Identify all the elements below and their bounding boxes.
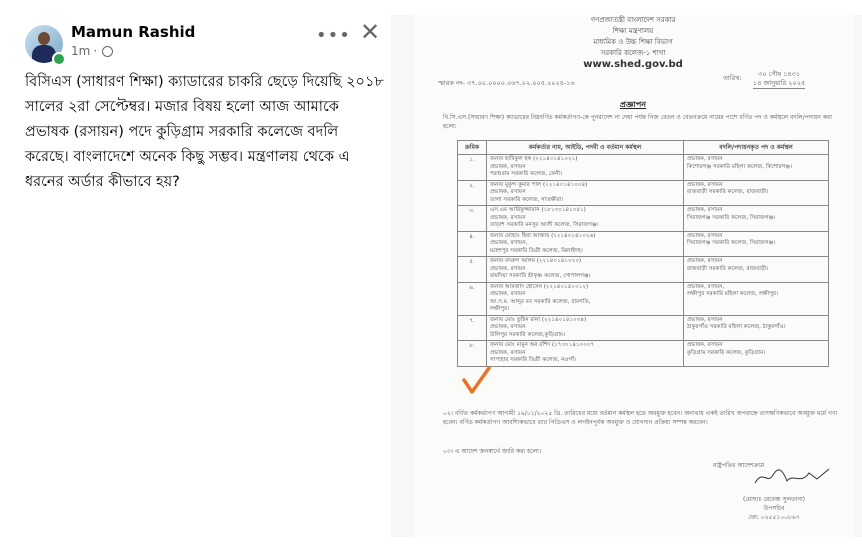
globe-icon bbox=[102, 46, 113, 57]
signer-block bbox=[743, 495, 805, 522]
current-posting bbox=[487, 180, 684, 206]
table-row bbox=[458, 180, 829, 206]
header-line: মাধ্যমিক ও উচ্চ শিক্ষা বিভাগ bbox=[593, 38, 673, 46]
table-row bbox=[458, 341, 829, 367]
new-line: প্রভাষক, রসায়ন bbox=[687, 232, 723, 239]
date-box bbox=[753, 70, 805, 89]
current-line: রামদিয়া সরকারি শ্রীকৃষ্ণ কলেজ, গোপালগঞ্জ। bbox=[490, 273, 591, 279]
current-posting bbox=[487, 206, 684, 232]
new-line: লক্ষীপুর সরকারি মহিলা কলেজ, লক্ষীপুর। bbox=[687, 291, 778, 297]
date-bn: ৩০ পৌষ ১৪৩১ bbox=[758, 70, 801, 78]
current-posting bbox=[487, 257, 684, 283]
current-line: প্রভাষক, রসায়ন bbox=[490, 265, 526, 272]
post-meta bbox=[71, 44, 113, 58]
current-line: জনাব মোঃ মামুন অর রশিদ (১৭৩০১৪১০০০৭ bbox=[490, 342, 595, 348]
current-line: প্রভাষক, রসায়ন bbox=[490, 189, 526, 195]
current-line: জনাব ছাবিকুল হক (২২১৪০১৪১০২১) bbox=[490, 156, 578, 162]
signature-scribble bbox=[753, 465, 833, 489]
document-header bbox=[413, 15, 853, 70]
sign-order: রাষ্ট্রপতির আদেশক্রমে bbox=[713, 462, 765, 469]
current-line: তাড়াশ সরকারি মনসুর আলী কলেজ, সিরাজগঞ্জ। bbox=[490, 222, 599, 228]
date-label: তারিখ: bbox=[723, 74, 742, 82]
column-header: কর্মকর্তার নাম, আইডি, পদবী ও বর্তমান কর্মস্থল bbox=[487, 141, 684, 155]
table-header-row bbox=[458, 141, 829, 155]
current-line: আ.স.ম. আব্দুর রব সরকারি কলেজ, রামগতি, bbox=[490, 298, 591, 305]
row-serial: ৫. bbox=[458, 257, 487, 283]
website: www.shed.gov.bd bbox=[583, 59, 683, 70]
table-row bbox=[458, 206, 829, 232]
signer-title: উপসচিব bbox=[763, 505, 785, 512]
more-options-button[interactable]: ••• bbox=[316, 25, 351, 46]
checkmark-icon bbox=[461, 365, 491, 395]
post-time[interactable]: 1m bbox=[71, 44, 91, 58]
current-line: এস.এম আরিফুজ্জামান (১৮১৩০১৪১০৫১) bbox=[490, 207, 586, 213]
new-posting bbox=[684, 257, 829, 283]
row-serial: ৭. bbox=[458, 315, 487, 341]
new-posting bbox=[684, 206, 829, 232]
signer-name: (মোছাঃ রেবেকা সুলতানা) bbox=[743, 496, 805, 503]
current-line: জনাব মুকুন্দ কুমার পাল (২২১৪০১৪১০০৪) bbox=[490, 181, 588, 188]
table-row bbox=[458, 231, 829, 257]
current-posting bbox=[487, 231, 684, 257]
new-line: ঠাকুরগাঁও সরকারি মহিলা কলেজ, ঠাকুরগাঁও। bbox=[687, 324, 786, 330]
current-posting bbox=[487, 315, 684, 341]
current-line: প্রভাষক, রসায়ন bbox=[490, 291, 526, 297]
new-posting bbox=[684, 341, 829, 367]
row-serial: ৩. bbox=[458, 206, 487, 232]
paragraph-2: ০২। বর্ণিত কর্মকর্তাগণ আগামী ১৯/০১/২০২৫ খ্রি. তারিখের মধ্যে বর্তমান কর্মস্থল হতে অবমুক্ত হবেন। অন্যথায় একই তারিখ অপরাহ্নে তাৎক্ষণিকভাবে অবমুক্ত মর্মে গণ্য হবেন। বর্ণিত কর্মকর্তাগণ আবশ্যিকভাবে তার পিডিএস ও লগইনপূর্বক অবমুক্ত ও যোগদান প্রক্রিয়া সম্পন্ন করবেন। bbox=[443, 410, 838, 426]
table-row bbox=[458, 257, 829, 283]
new-posting bbox=[684, 282, 829, 315]
current-line: জনাব মোছাঃ হিরা আক্তার (২২১৪০১৪১০২৬) bbox=[490, 232, 596, 239]
new-posting bbox=[684, 155, 829, 181]
new-line: রাজবাড়ী সরকারি কলেজ, রাজবাড়ী। bbox=[687, 189, 769, 195]
date-en: ১৪ জানুয়ারি ২০২৫ bbox=[753, 79, 806, 87]
current-posting bbox=[487, 341, 684, 367]
paragraph-3: ০৩। এ আদেশ জনস্বার্থে জারি করা হলো। bbox=[443, 448, 541, 455]
close-button[interactable]: ✕ bbox=[360, 18, 381, 46]
current-posting bbox=[487, 155, 684, 181]
post-panel bbox=[0, 0, 395, 552]
document-page bbox=[413, 15, 853, 537]
row-serial: ৬. bbox=[458, 282, 487, 315]
new-line: কুড়িগ্রাম সরকারি কলেজ, কুড়িগ্রাম। bbox=[687, 349, 766, 356]
current-line: জনাব বদরুল আলম (২২১৪০১৪১০২০) bbox=[490, 258, 582, 264]
current-line: লক্ষীপুর। bbox=[490, 306, 510, 312]
row-serial: ২. bbox=[458, 180, 487, 206]
new-line: প্রভাষক, রসায়ন bbox=[687, 258, 723, 264]
post-text: বিসিএস (সাধারণ শিক্ষা) ক্যাডারের চাকরি ছেড়ে দিয়েছি ২০১৮ সালের ২রা সেপ্টেম্বর। মজার বিষয় হলো আজ আমাকে প্রভাষক (রসায়ন) পদে কুড়িগ্রাম সরকারি কলেজে বদলি করেছে। বাংলাদেশে অনেক কিছু সম্ভব। মন্ত্রণালয় থেকে এ ধরনের অর্ডার কীভাবে হয়? bbox=[25, 74, 384, 190]
current-line: প্রভাষক, রসায়ন bbox=[490, 349, 526, 356]
current-posting bbox=[487, 282, 684, 315]
current-line: মহেশপুর সরকারি ডিগ্রী কলেজ, ঝিনাইদহ। bbox=[490, 247, 583, 254]
transfer-table bbox=[457, 140, 829, 367]
meta-separator: · bbox=[93, 44, 98, 58]
intro-text: বি.সি.এস.(সাধারণ শিক্ষা) ক্যাডারের নিম্নবর্ণিত কর্মকর্তাগণ-কে পুনরাদেশ না দেয়া পর্যন্ত নিজ বেতন ও বেতনক্রমে নামের পাশে বর্ণিত পদ ও কর্মস্থলে বদলি/পদায়ন করা হলো: bbox=[443, 114, 832, 130]
new-line: প্রভাষক, রসায়ন bbox=[687, 342, 723, 348]
current-line: প্রভাষক, রসায়ন bbox=[490, 163, 526, 170]
online-status-dot bbox=[52, 52, 66, 66]
row-serial: ১. bbox=[458, 155, 487, 181]
header-line: সরকারি কলেজ-১ শাখা bbox=[600, 49, 666, 57]
current-line: প্রভাষক, রসায়ন bbox=[490, 214, 526, 221]
row-serial: ৪. bbox=[458, 231, 487, 257]
current-line: উলিপুর সরকারি কলেজ,কুড়িগ্রাম। bbox=[490, 331, 566, 338]
row-serial: ৮. bbox=[458, 341, 487, 367]
header-line: গণপ্রজাতন্ত্রী বাংলাদেশ সরকার bbox=[590, 16, 676, 24]
new-line: সিরাজগঞ্জ সরকারি কলেজ, সিরাজগঞ্জ। bbox=[687, 214, 776, 221]
column-header: বদলি/পদায়নকৃত পদ ও কর্মস্থল bbox=[684, 141, 829, 155]
new-line: প্রভাষক, রসায়ন bbox=[687, 207, 723, 213]
current-line: প্রভাষক, রসায়ন bbox=[490, 324, 526, 330]
table-row bbox=[458, 315, 829, 341]
author-name[interactable]: Mamun Rashid bbox=[71, 23, 196, 41]
new-line: প্রভাষক, রসায়ন, bbox=[687, 283, 725, 290]
current-line: জনাব মোঃ তুহিন রানা (২২১৪০১৪১০৩৪) bbox=[490, 316, 587, 323]
new-line: প্রভাষক, রসায়ন bbox=[687, 156, 723, 162]
table-row bbox=[458, 155, 829, 181]
new-line: কিশোরগঞ্জ সরকারি মহিলা কলেজ, কিশোরগঞ্জ। bbox=[687, 163, 793, 170]
table-row bbox=[458, 282, 829, 315]
current-line: সাপাহার সরকারি ডিগ্রী কলেজ, নওগাঁ। bbox=[490, 357, 576, 363]
new-line: সিরাজগঞ্জ সরকারি কলেজ, সিরাজগঞ্জ। bbox=[687, 240, 776, 246]
current-line: প্রভাষক, রসায়ন, bbox=[490, 240, 528, 246]
new-posting bbox=[684, 231, 829, 257]
header-line: শিক্ষা মন্ত্রণালয় bbox=[612, 27, 654, 35]
new-line: রাজবাড়ী সরকারি কলেজ, রাজবাড়ী। bbox=[687, 265, 769, 272]
current-line: তালা সরকারি কলেজ, সাতক্ষীরা। bbox=[490, 196, 564, 203]
document-heading: প্রজ্ঞাপন bbox=[619, 100, 647, 109]
new-posting bbox=[684, 180, 829, 206]
new-line: প্রভাষক, রসায়ন bbox=[687, 181, 723, 188]
signer-phone: ফো: ০২৫৫১০০৮৬৭ bbox=[748, 514, 800, 521]
new-posting bbox=[684, 315, 829, 341]
current-line: জনাব আমজাদ হোসেন (২২১৪০১৪১০১২) bbox=[490, 283, 589, 290]
new-line: প্রভাষক, রসায়ন bbox=[687, 316, 723, 323]
current-line: পরশুরাম সরকারি কলেজ, ফেনী। bbox=[490, 171, 563, 177]
attached-document-image[interactable] bbox=[391, 15, 862, 537]
column-header: ক্রমিক bbox=[458, 141, 487, 155]
memo-number: স্মারক নং- ৩৭.০০.০০০০.০৬৭.০২.০০৫.২০২৪-১৬ bbox=[438, 79, 575, 87]
